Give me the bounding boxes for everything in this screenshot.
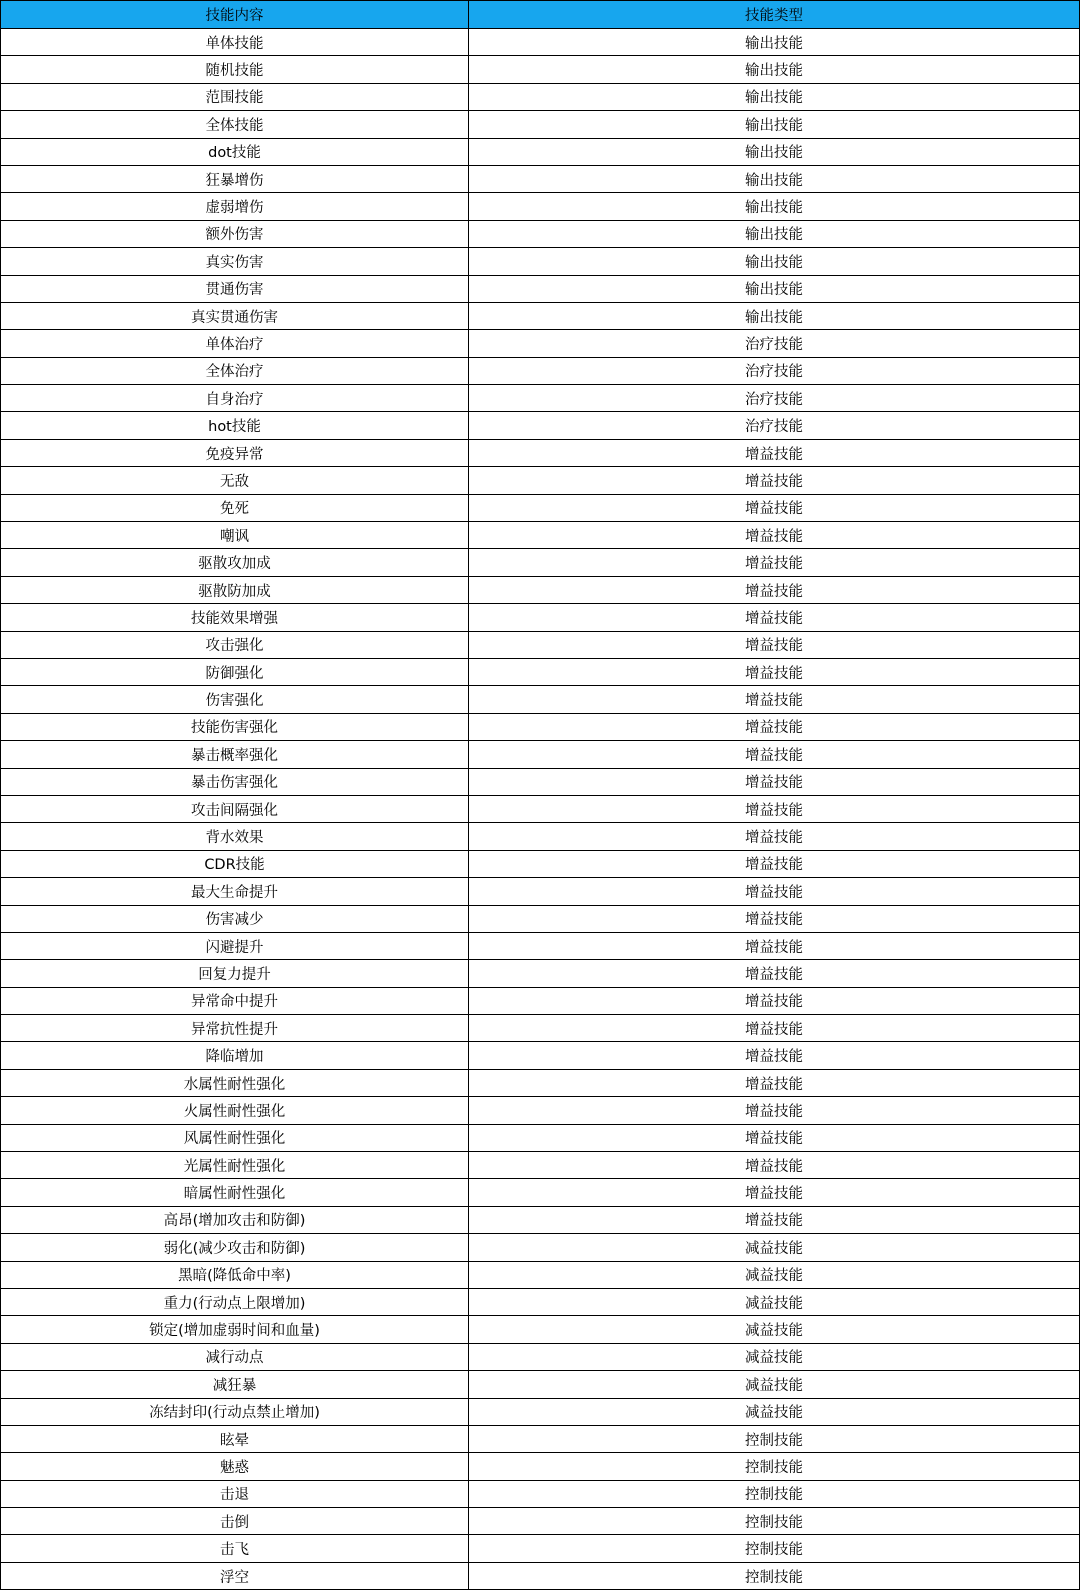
cell-skill-content: 全体技能 (1, 111, 469, 138)
cell-skill-type: 增益技能 (469, 960, 1080, 987)
table-row (1, 248, 1080, 275)
cell-skill-content: 浮空 (1, 1562, 469, 1589)
cell-skill-content: 风属性耐性强化 (1, 1124, 469, 1151)
cell-skill-type: 控制技能 (469, 1425, 1080, 1452)
cell-skill-content: 最大生命提升 (1, 878, 469, 905)
cell-skill-type: 减益技能 (469, 1398, 1080, 1425)
cell-skill-type: 输出技能 (469, 29, 1080, 56)
cell-skill-type: 增益技能 (469, 1124, 1080, 1151)
cell-skill-content: hot技能 (1, 412, 469, 439)
cell-skill-content: 击退 (1, 1480, 469, 1507)
cell-skill-content: 减狂暴 (1, 1371, 469, 1398)
table-row (1, 220, 1080, 247)
table-row (1, 494, 1080, 521)
table-row (1, 576, 1080, 603)
table-row (1, 1535, 1080, 1562)
cell-skill-content: 击飞 (1, 1535, 469, 1562)
cell-skill-content: 技能效果增强 (1, 604, 469, 631)
table-row (1, 111, 1080, 138)
cell-skill-content: 伤害减少 (1, 905, 469, 932)
table-row (1, 932, 1080, 959)
cell-skill-type: 输出技能 (469, 193, 1080, 220)
table-row (1, 1015, 1080, 1042)
cell-skill-content: 单体治疗 (1, 330, 469, 357)
column-header-skill-content: 技能内容 (1, 1, 469, 29)
cell-skill-type: 输出技能 (469, 83, 1080, 110)
cell-skill-content: 黑暗(降低命中率) (1, 1261, 469, 1288)
table-row (1, 905, 1080, 932)
cell-skill-type: 增益技能 (469, 439, 1080, 466)
cell-skill-content: 单体技能 (1, 29, 469, 56)
cell-skill-type: 增益技能 (469, 1097, 1080, 1124)
table-row (1, 302, 1080, 329)
cell-skill-type: 增益技能 (469, 467, 1080, 494)
cell-skill-type: 减益技能 (469, 1288, 1080, 1315)
table-row (1, 412, 1080, 439)
cell-skill-content: 狂暴增伤 (1, 165, 469, 192)
cell-skill-type: 减益技能 (469, 1343, 1080, 1370)
cell-skill-type: 输出技能 (469, 248, 1080, 275)
cell-skill-content: 重力(行动点上限增加) (1, 1288, 469, 1315)
cell-skill-type: 治疗技能 (469, 330, 1080, 357)
cell-skill-type: 控制技能 (469, 1535, 1080, 1562)
cell-skill-content: 暴击概率强化 (1, 741, 469, 768)
cell-skill-type: 增益技能 (469, 823, 1080, 850)
cell-skill-content: 异常抗性提升 (1, 1015, 469, 1042)
cell-skill-content: 光属性耐性强化 (1, 1152, 469, 1179)
table-row (1, 850, 1080, 877)
cell-skill-type: 增益技能 (469, 1152, 1080, 1179)
cell-skill-content: 随机技能 (1, 56, 469, 83)
table-row (1, 275, 1080, 302)
cell-skill-content: 闪避提升 (1, 932, 469, 959)
cell-skill-type: 增益技能 (469, 768, 1080, 795)
cell-skill-content: 暴击伤害强化 (1, 768, 469, 795)
cell-skill-type: 增益技能 (469, 1015, 1080, 1042)
table-row (1, 522, 1080, 549)
cell-skill-type: 增益技能 (469, 987, 1080, 1014)
cell-skill-content: 额外伤害 (1, 220, 469, 247)
table-row (1, 439, 1080, 466)
table-row (1, 1480, 1080, 1507)
cell-skill-content: 攻击间隔强化 (1, 795, 469, 822)
table-body (1, 29, 1080, 1590)
cell-skill-content: 击倒 (1, 1508, 469, 1535)
table-row (1, 1508, 1080, 1535)
cell-skill-type: 输出技能 (469, 275, 1080, 302)
table-row (1, 1343, 1080, 1370)
table-row (1, 330, 1080, 357)
table-row (1, 1316, 1080, 1343)
cell-skill-content: 高昂(增加攻击和防御) (1, 1206, 469, 1233)
cell-skill-type: 控制技能 (469, 1480, 1080, 1507)
table-row (1, 1042, 1080, 1069)
table-row (1, 631, 1080, 658)
cell-skill-content: 降临增加 (1, 1042, 469, 1069)
cell-skill-content: 虚弱增伤 (1, 193, 469, 220)
cell-skill-type: 治疗技能 (469, 412, 1080, 439)
cell-skill-content: 嘲讽 (1, 522, 469, 549)
cell-skill-content: 驱散攻加成 (1, 549, 469, 576)
cell-skill-type: 控制技能 (469, 1453, 1080, 1480)
cell-skill-content: 真实伤害 (1, 248, 469, 275)
table-row (1, 1398, 1080, 1425)
cell-skill-type: 输出技能 (469, 220, 1080, 247)
table-row (1, 1288, 1080, 1315)
table-row (1, 1069, 1080, 1096)
cell-skill-content: 异常命中提升 (1, 987, 469, 1014)
table-row (1, 1453, 1080, 1480)
cell-skill-type: 控制技能 (469, 1562, 1080, 1589)
cell-skill-type: 输出技能 (469, 138, 1080, 165)
cell-skill-content: 攻击强化 (1, 631, 469, 658)
cell-skill-content: 暗属性耐性强化 (1, 1179, 469, 1206)
cell-skill-content: 真实贯通伤害 (1, 302, 469, 329)
table-row (1, 357, 1080, 384)
cell-skill-type: 增益技能 (469, 686, 1080, 713)
table-row (1, 987, 1080, 1014)
table-row (1, 1179, 1080, 1206)
cell-skill-type: 增益技能 (469, 850, 1080, 877)
cell-skill-content: 免死 (1, 494, 469, 521)
cell-skill-type: 增益技能 (469, 522, 1080, 549)
cell-skill-content: 贯通伤害 (1, 275, 469, 302)
cell-skill-type: 增益技能 (469, 1206, 1080, 1233)
table-row (1, 1371, 1080, 1398)
cell-skill-content: 驱散防加成 (1, 576, 469, 603)
cell-skill-type: 增益技能 (469, 658, 1080, 685)
table-row (1, 467, 1080, 494)
cell-skill-type: 减益技能 (469, 1234, 1080, 1261)
cell-skill-type: 增益技能 (469, 905, 1080, 932)
cell-skill-content: 免疫异常 (1, 439, 469, 466)
table-row (1, 823, 1080, 850)
table-row (1, 878, 1080, 905)
cell-skill-type: 增益技能 (469, 1069, 1080, 1096)
table-header (1, 1, 1080, 29)
table-row (1, 1425, 1080, 1452)
cell-skill-type: 增益技能 (469, 795, 1080, 822)
table-row (1, 56, 1080, 83)
cell-skill-content: 回复力提升 (1, 960, 469, 987)
cell-skill-content: 自身治疗 (1, 385, 469, 412)
table-row (1, 604, 1080, 631)
table-row (1, 658, 1080, 685)
table-row (1, 1124, 1080, 1151)
cell-skill-type: 减益技能 (469, 1371, 1080, 1398)
table-row (1, 1261, 1080, 1288)
cell-skill-content: 技能伤害强化 (1, 713, 469, 740)
cell-skill-content: 水属性耐性强化 (1, 1069, 469, 1096)
cell-skill-content: 无敌 (1, 467, 469, 494)
table-row (1, 29, 1080, 56)
cell-skill-type: 增益技能 (469, 741, 1080, 768)
cell-skill-type: 增益技能 (469, 1042, 1080, 1069)
table-row (1, 1206, 1080, 1233)
table-row (1, 960, 1080, 987)
table-row (1, 138, 1080, 165)
cell-skill-type: 输出技能 (469, 111, 1080, 138)
cell-skill-content: 背水效果 (1, 823, 469, 850)
cell-skill-content: 锁定(增加虚弱时间和血量) (1, 1316, 469, 1343)
cell-skill-type: 增益技能 (469, 932, 1080, 959)
cell-skill-type: 减益技能 (469, 1261, 1080, 1288)
cell-skill-content: dot技能 (1, 138, 469, 165)
cell-skill-type: 治疗技能 (469, 357, 1080, 384)
table-row (1, 549, 1080, 576)
header-row (1, 1, 1080, 29)
cell-skill-type: 控制技能 (469, 1508, 1080, 1535)
table-row (1, 768, 1080, 795)
cell-skill-type: 增益技能 (469, 494, 1080, 521)
cell-skill-content: 弱化(减少攻击和防御) (1, 1234, 469, 1261)
cell-skill-type: 增益技能 (469, 713, 1080, 740)
cell-skill-type: 减益技能 (469, 1316, 1080, 1343)
column-header-skill-type: 技能类型 (469, 1, 1080, 29)
cell-skill-content: 魅惑 (1, 1453, 469, 1480)
cell-skill-content: 伤害强化 (1, 686, 469, 713)
cell-skill-type: 输出技能 (469, 56, 1080, 83)
cell-skill-content: 眩晕 (1, 1425, 469, 1452)
cell-skill-content: 范围技能 (1, 83, 469, 110)
table-row (1, 741, 1080, 768)
cell-skill-type: 增益技能 (469, 604, 1080, 631)
cell-skill-type: 增益技能 (469, 576, 1080, 603)
cell-skill-content: 全体治疗 (1, 357, 469, 384)
cell-skill-content: 火属性耐性强化 (1, 1097, 469, 1124)
cell-skill-content: 冻结封印(行动点禁止增加) (1, 1398, 469, 1425)
cell-skill-type: 增益技能 (469, 1179, 1080, 1206)
table-row (1, 795, 1080, 822)
cell-skill-type: 输出技能 (469, 302, 1080, 329)
table-row (1, 713, 1080, 740)
table-row (1, 165, 1080, 192)
table-row (1, 1562, 1080, 1589)
table-row (1, 1097, 1080, 1124)
cell-skill-type: 增益技能 (469, 878, 1080, 905)
table-row (1, 385, 1080, 412)
cell-skill-type: 输出技能 (469, 165, 1080, 192)
cell-skill-content: 减行动点 (1, 1343, 469, 1370)
table-row (1, 1234, 1080, 1261)
table-row (1, 193, 1080, 220)
cell-skill-type: 增益技能 (469, 631, 1080, 658)
cell-skill-type: 治疗技能 (469, 385, 1080, 412)
table-row (1, 686, 1080, 713)
cell-skill-content: CDR技能 (1, 850, 469, 877)
table-row (1, 83, 1080, 110)
table-row (1, 1152, 1080, 1179)
cell-skill-content: 防御强化 (1, 658, 469, 685)
cell-skill-type: 增益技能 (469, 549, 1080, 576)
